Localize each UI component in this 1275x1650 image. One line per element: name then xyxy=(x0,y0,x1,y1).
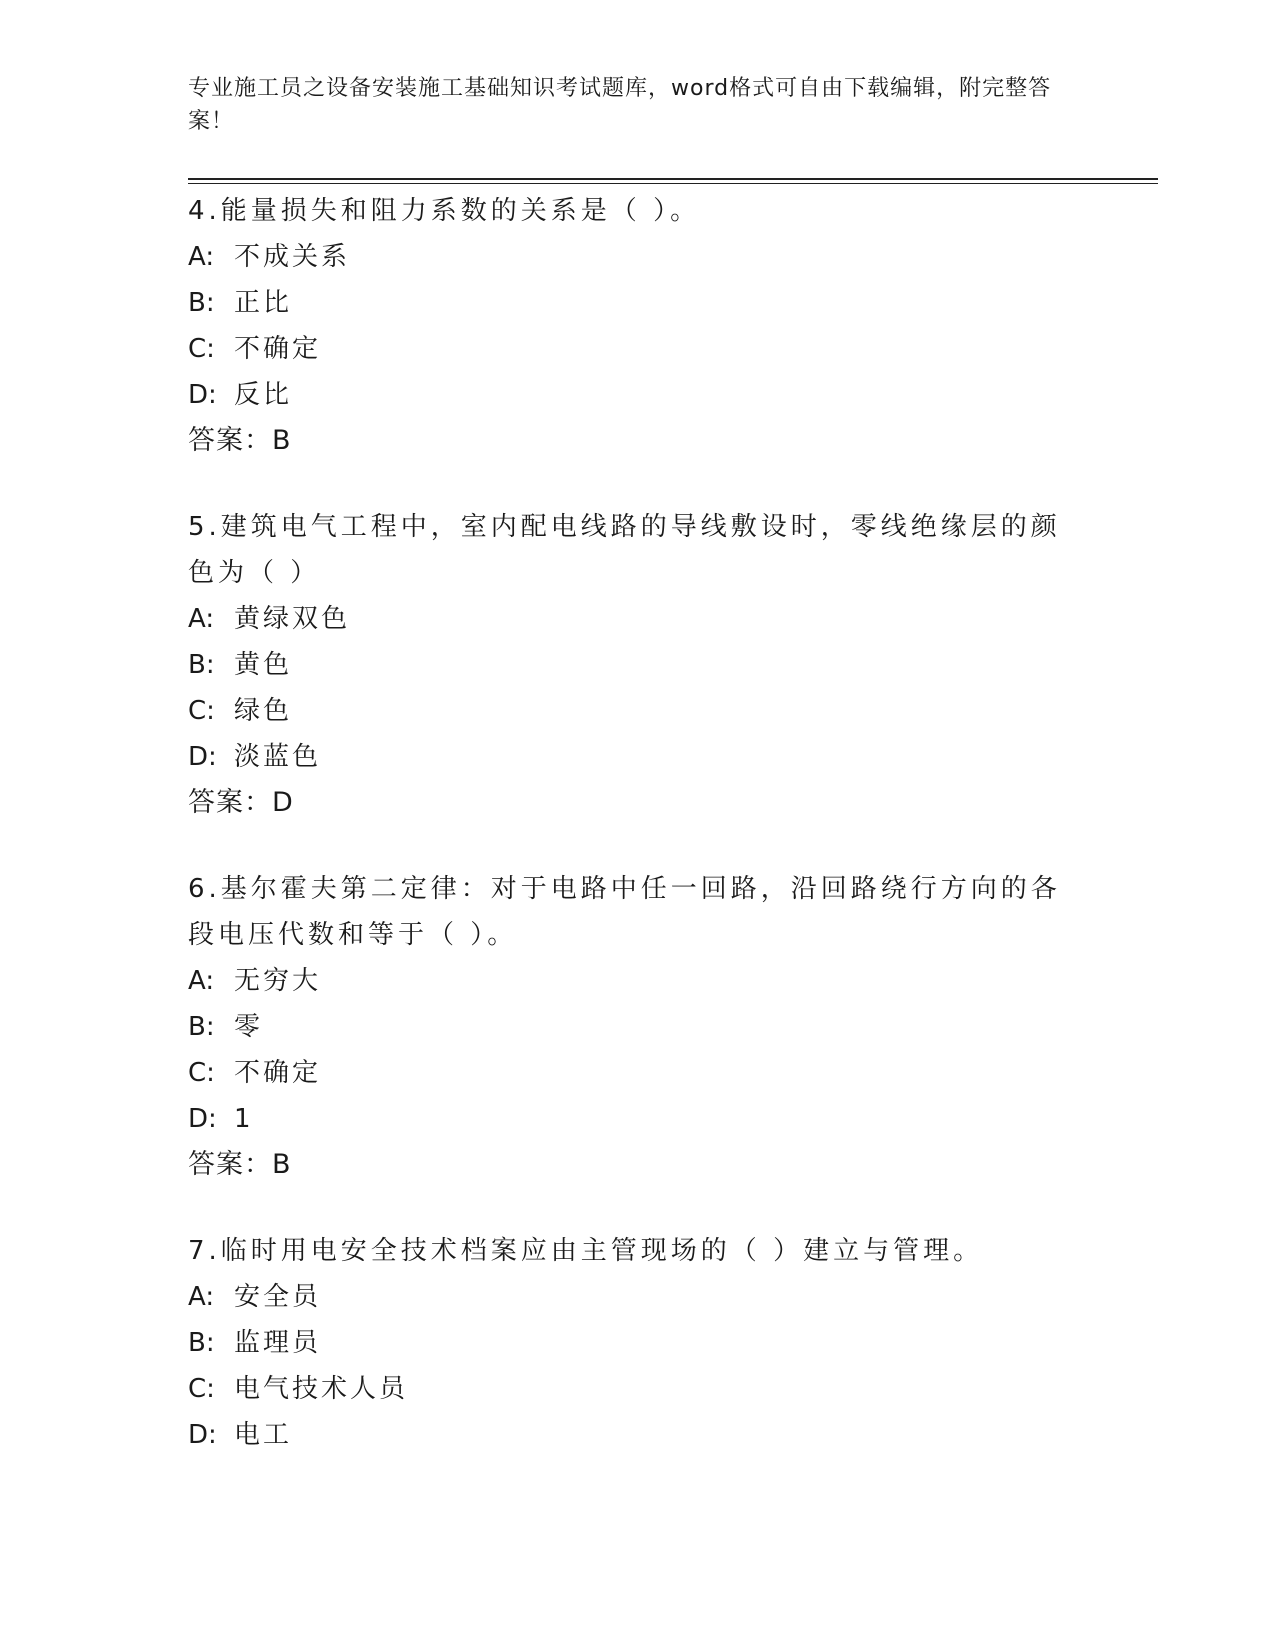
option-key: A: xyxy=(188,1282,215,1312)
option-d xyxy=(188,372,1088,418)
question-stem: 5.建筑电气工程中，室内配电线路的导线敷设时，零线绝缘层的颜色为（ ） xyxy=(188,512,1061,588)
option-b xyxy=(188,642,1088,688)
option-a xyxy=(188,958,1088,1004)
option-text: 淡蓝色 xyxy=(234,742,322,772)
option-text: 反比 xyxy=(234,380,293,410)
option-text: 不确定 xyxy=(234,334,322,364)
option-key: B: xyxy=(188,288,215,318)
question-6 xyxy=(188,866,1088,1188)
option-text: 零 xyxy=(234,1012,264,1042)
option-key: C: xyxy=(188,1058,215,1088)
option-key: B: xyxy=(188,650,215,680)
option-c xyxy=(188,1050,1088,1096)
document-header: 专业施工员之设备安装施工基础知识考试题库，word格式可自由下载编辑，附完整答案！ xyxy=(188,76,1052,134)
question-5 xyxy=(188,504,1088,826)
question-stem: 4.能量损失和阻力系数的关系是（ ）。 xyxy=(188,196,701,226)
option-text: 黄绿双色 xyxy=(234,604,351,634)
header-rule-thick xyxy=(188,178,1158,180)
option-key: A: xyxy=(188,604,215,634)
answer-line: 答案：D xyxy=(188,787,294,818)
option-text: 不确定 xyxy=(234,1058,322,1088)
question-list xyxy=(188,188,1088,1498)
option-text: 绿色 xyxy=(234,696,293,726)
option-text: 监理员 xyxy=(234,1328,322,1358)
option-a xyxy=(188,596,1088,642)
option-key: D: xyxy=(188,1104,217,1134)
answer-line: 答案：B xyxy=(188,1149,292,1180)
option-key: B: xyxy=(188,1012,215,1042)
header-rule-thin xyxy=(188,183,1158,184)
option-key: B: xyxy=(188,1328,215,1358)
option-b xyxy=(188,280,1088,326)
option-key: C: xyxy=(188,334,215,364)
question-stem: 7.临时用电安全技术档案应由主管现场的（ ）建立与管理。 xyxy=(188,1236,984,1266)
option-key: C: xyxy=(188,1374,215,1404)
option-d xyxy=(188,1096,1088,1142)
option-text: 1 xyxy=(234,1104,254,1134)
option-key: A: xyxy=(188,242,215,272)
option-b xyxy=(188,1004,1088,1050)
option-d xyxy=(188,1412,1088,1458)
option-text: 正比 xyxy=(234,288,293,318)
option-c xyxy=(188,1366,1088,1412)
option-c xyxy=(188,688,1088,734)
question-7 xyxy=(188,1228,1088,1458)
option-text: 不成关系 xyxy=(234,242,351,272)
option-text: 黄色 xyxy=(234,650,293,680)
question-stem: 6.基尔霍夫第二定律：对于电路中任一回路，沿回路绕行方向的各段电压代数和等于（ ）。 xyxy=(188,874,1061,950)
option-text: 电气技术人员 xyxy=(234,1374,409,1404)
option-text: 安全员 xyxy=(234,1282,322,1312)
option-b xyxy=(188,1320,1088,1366)
option-text: 电工 xyxy=(234,1420,293,1450)
option-key: D: xyxy=(188,742,217,772)
option-a xyxy=(188,1274,1088,1320)
option-key: D: xyxy=(188,380,217,410)
option-d xyxy=(188,734,1088,780)
answer-line: 答案：B xyxy=(188,425,292,456)
option-key: D: xyxy=(188,1420,217,1450)
option-text: 无穷大 xyxy=(234,966,322,996)
option-a xyxy=(188,234,1088,280)
option-key: C: xyxy=(188,696,215,726)
option-key: A: xyxy=(188,966,215,996)
question-4 xyxy=(188,188,1088,464)
option-c xyxy=(188,326,1088,372)
